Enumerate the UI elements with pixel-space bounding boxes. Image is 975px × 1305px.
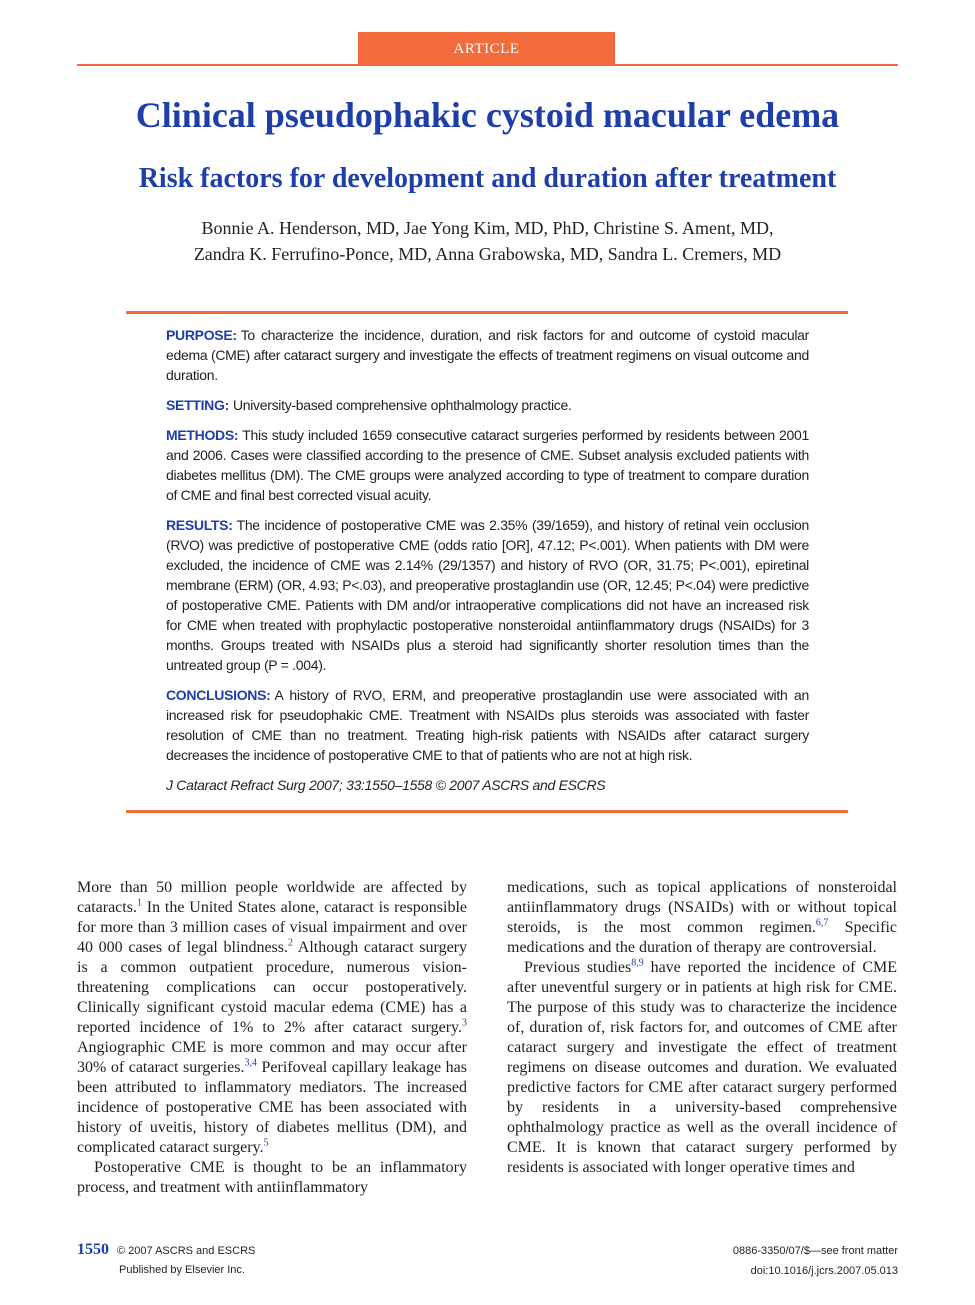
author-list xyxy=(0,215,975,267)
purpose-text: To characterize the incidence, duration, and risk factors for and outcome of cystoid macular edema (CME) after cataract surgery and investigate the effects of treatment regimens on visual outcome and duration. xyxy=(166,327,809,383)
issn: 0886-3350/07/$—see front matter xyxy=(732,1245,898,1257)
article-title: Clinical pseudophakic cystoid macular edema xyxy=(135,95,840,135)
article-subtitle: Risk factors for development and duration after treatment xyxy=(138,163,837,194)
conclusions-text: A history of RVO, ERM, and preoperative prostaglandin use were associated with an increased risk for pseudophakic CME. Treatment with NSAIDs plus steroids was associated with faster resolution of CME than no treatment. Treating high-risk patients with NSAIDs after cataract surgery decreases the incidence of postoperative CME to that of patients who are not at high risk. xyxy=(166,687,809,763)
footer-copyright-line xyxy=(77,1240,255,1261)
body-paragraph xyxy=(507,878,897,958)
setting-text: University-based comprehensive ophthalmology practice. xyxy=(232,397,572,413)
publisher: Published by Elsevier Inc. xyxy=(119,1264,245,1276)
text-run: medications, such as topical applications of nonsteroidal antiinflammatory drugs (NSAIDs) with or without topical steroids, is the most common regimen. xyxy=(507,879,897,936)
header-rule xyxy=(77,64,898,66)
abstract-results xyxy=(166,515,809,675)
text-run: Perifoveal capillary leakage has been attributed to inflammatory mediators. The increased incidence of postoperative CME has been associated with history of uveitis, history of diabetes mellitus (DM), and complicated cataract surgery. xyxy=(77,1059,467,1156)
reference-link[interactable]: 5 xyxy=(263,1137,269,1149)
reference-link[interactable]: 1 xyxy=(136,897,142,909)
text-run: Although cataract surgery is a common outpatient procedure, numerous vision-threatening complications can occur postoperatively. Clinically significant cystoid macular edema (CME) has a reported incidence of 1% to 2% after cataract surgery. xyxy=(77,939,468,1036)
section-tab: ARTICLE xyxy=(358,32,615,65)
page-number: 1550 xyxy=(77,1241,109,1258)
setting-label: SETTING: xyxy=(166,397,229,413)
abstract-setting xyxy=(166,395,809,415)
text-run: Previous studies xyxy=(524,959,632,976)
results-text: The incidence of postoperative CME was 2.35% (39/1659), and history of retinal vein occlusion (RVO) was predictive of postoperative CME (odds ratio [OR], 47.12; P<.001). When patients with DM were excluded, the incidence of CME was 2.14% (29/1357) and history of RVO (OR, 31.75; P<.001), epiretinal membrane (ERM) (OR, 4.93; P<.03), and preoperative prostaglandin use (OR, 12.45; P<.04) were predictive of postoperative CME. Patients with DM and/or intraoperative complications did not have an increased risk for CME when treated with prophylactic postoperative nonsteroidal antiinflammatory drugs (NSAIDs) for 3 months. Groups treated with NSAIDs plus a steroid had significantly shorter resolution times than the untreated group (P = .004). xyxy=(166,517,809,673)
author-line-1: Bonnie A. Henderson, MD, Jae Yong Kim, MD, PhD, Christine S. Ament, MD, xyxy=(201,218,774,238)
body-column-right xyxy=(507,878,897,1178)
abstract-conclusions xyxy=(166,685,809,765)
body-column-left xyxy=(77,878,467,1198)
reference-link[interactable]: 3,4 xyxy=(244,1057,257,1069)
text-run: Angiographic CME is more common and may occur after 30% of cataract surgeries. xyxy=(77,1039,467,1076)
abstract-top-rule xyxy=(126,311,848,314)
footer-right xyxy=(733,1240,898,1281)
conclusions-label: CONCLUSIONS: xyxy=(166,687,271,703)
reference-link[interactable]: 2 xyxy=(288,937,293,949)
footer-left xyxy=(77,1240,255,1280)
body-paragraph xyxy=(507,958,897,1178)
copyright: © 2007 ASCRS and ESCRS xyxy=(117,1245,256,1257)
doi-link[interactable]: doi:10.1016/j.jcrs.2007.05.013 xyxy=(750,1265,898,1277)
author-line-2: Zandra K. Ferrufino-Ponce, MD, Anna Grabowska, MD, Sandra L. Cremers, MD xyxy=(193,244,782,264)
abstract xyxy=(166,325,809,805)
reference-link[interactable]: 8,9 xyxy=(631,957,644,969)
reference-link[interactable]: 3 xyxy=(462,1017,467,1029)
abstract-methods xyxy=(166,425,809,505)
reference-link[interactable]: 6,7 xyxy=(815,917,829,929)
text-run: More than 50 million people worldwide are affected by cataracts. xyxy=(77,879,467,916)
text-run: Specific medications and the duration of therapy are controversial. xyxy=(507,919,897,956)
journal-citation: J Cataract Refract Surg 2007; 33:1550–1558 © 2007 ASCRS and ESCRS xyxy=(166,777,606,793)
body-paragraph xyxy=(77,878,467,1158)
text-run: have reported the incidence of CME after uneventful surgery or in patients at high risk for CME. The purpose of this study was to characterize the incidence of, duration of, risk factors for, and outcomes of CME after cataract surgery and investigate the effect of treatment regimens on disease outcomes and duration. We evaluated predictive factors for CME after cataract surgery performed by residents in a university-based comprehensive ophthalmology practice as well as the overall incidence of CME. It is known that cataract surgery performed by residents is associated with longer operative times and xyxy=(507,959,897,1176)
abstract-purpose xyxy=(166,325,809,385)
text-run: In the United States alone, cataract is responsible for more than 3 million cases of visual impairment and over 40 000 cases of legal blindness. xyxy=(77,899,467,956)
results-label: RESULTS: xyxy=(166,517,233,533)
body-paragraph: Postoperative CME is thought to be an inflammatory process, and treatment with antiinflammatory xyxy=(77,1159,467,1196)
methods-label: METHODS: xyxy=(166,427,239,443)
abstract-bottom-rule xyxy=(126,810,848,813)
purpose-label: PURPOSE: xyxy=(166,327,237,343)
methods-text: This study included 1659 consecutive cataract surgeries performed by residents between 2001 and 2006. Cases were classified according to the presence of CME. Subset analysis excluded patients with diabetes mellitus (DM). The CME groups were analyzed according to type of treatment to compare duration of CME and final best corrected visual acuity. xyxy=(166,427,809,503)
